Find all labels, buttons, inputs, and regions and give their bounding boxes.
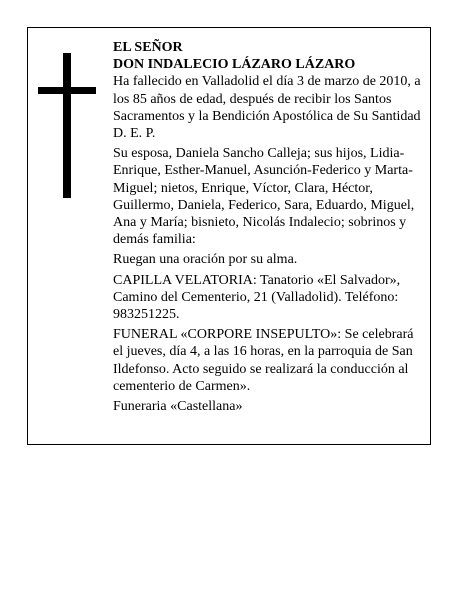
funeral-info: FUNERAL «CORPORE INSEPULTO»: Se celebrará el jueves, día 4, a las 16 horas, en la parroquia de San Ildefonso. Acto seguido se realizará la conducción al cementerio de Carmen». xyxy=(113,327,414,394)
title-line-1: EL SEÑOR xyxy=(113,40,183,55)
family-list: Su esposa, Daniela Sancho Calleja; sus hijos, Lidia-Enrique, Esther-Manuel, Asunción-Federico y Marta-Miguel; nietos, Enrique, Víctor, Clara, Héctor, Guillermo, Daniela, Federico, Sara, Eduardo, Miguel, Ana y María; bisnieto, Nicolás Indalecio; sobrinos y demás familia: xyxy=(113,146,415,248)
funeral-home: Funeraria «Castellana» xyxy=(113,399,243,415)
chapel-info: CAPILLA VELATORIA: Tanatorio «El Salvador», Camino del Cementerio, 21 (Valladolid). Teléfono: 983251225. xyxy=(113,272,401,323)
obituary-text xyxy=(113,39,425,415)
cross-horizontal-bar xyxy=(38,87,96,94)
cross-vertical-bar xyxy=(63,53,71,198)
prayer-request: Ruegan una oración por su alma. xyxy=(113,252,298,268)
deceased-name: DON INDALECIO LÁZARO LÁZARO xyxy=(113,57,356,73)
cross-icon xyxy=(38,53,96,198)
death-announcement: Ha fallecido en Valladolid el día 3 de marzo de 2010, a los 85 años de edad, después de recibir los Santos Sacramentos y la Bendición Apostólica de Su Santidad D. E. P. xyxy=(113,74,421,142)
